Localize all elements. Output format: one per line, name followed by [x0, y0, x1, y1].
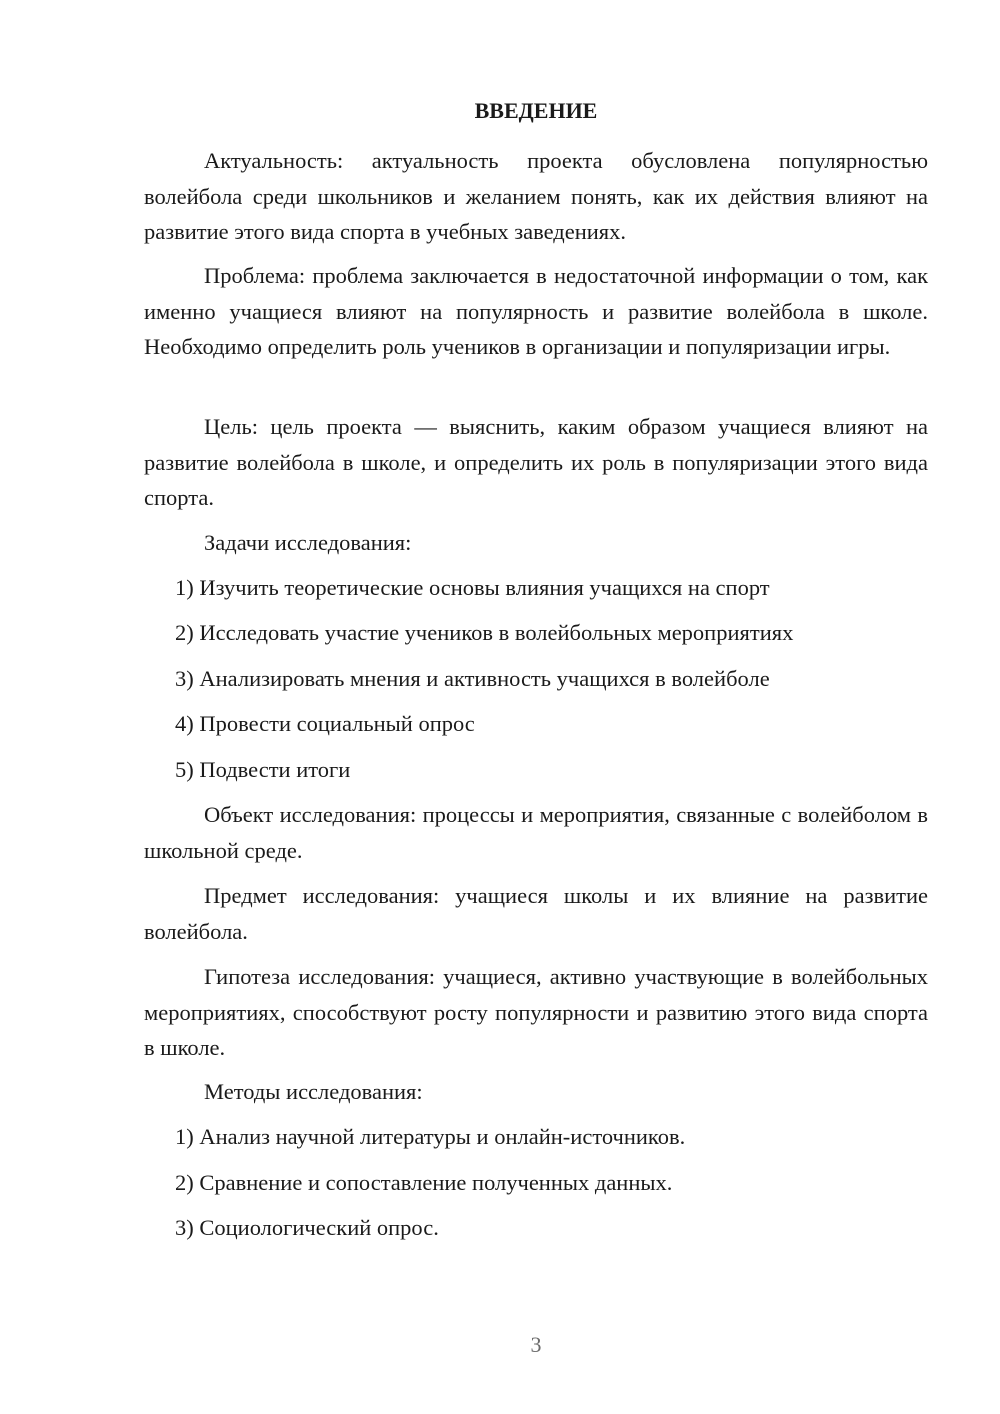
task-item-2: 2) Исследовать участие учеников в волейбольных мероприятиях — [175, 620, 794, 645]
task-item-4: 4) Провести социальный опрос — [175, 711, 475, 736]
method-item-3: 3) Социологический опрос. — [175, 1215, 439, 1240]
object-paragraph: Объект исследования: процессы и мероприятия, связанные с волейболом в школьной среде. — [144, 802, 928, 863]
page-number: 3 — [530, 1332, 542, 1357]
goal-paragraph: Цель: цель проекта — выяснить, каким образом учащиеся влияют на развитие волейбола в школе, и определить их роль в популяризации этого вида спорта. — [144, 414, 928, 510]
method-item-2: 2) Сравнение и сопоставление полученных данных. — [175, 1170, 673, 1195]
method-item-1: 1) Анализ научной литературы и онлайн-источников. — [175, 1124, 686, 1149]
relevance-paragraph: Актуальность: актуальность проекта обусловлена популярностью волейбола среди школьников и желанием понять, как их действия влияют на развитие этого вида спорта в учебных заведениях. — [144, 148, 928, 244]
subject-paragraph: Предмет исследования: учащиеся школы и их влияние на развитие волейбола. — [144, 883, 928, 944]
methods-title: Методы исследования: — [204, 1079, 423, 1104]
section-heading: ВВЕДЕНИЕ — [474, 98, 598, 123]
task-item-5: 5) Подвести итоги — [175, 757, 351, 782]
task-item-3: 3) Анализировать мнения и активность учащихся в волейболе — [175, 666, 770, 691]
hypothesis-paragraph: Гипотеза исследования: учащиеся, активно участвующие в волейбольных мероприятиях, способствуют росту популярности и развитию этого вида спорта в школе. — [144, 964, 928, 1060]
tasks-title: Задачи исследования: — [204, 530, 412, 555]
task-item-1: 1) Изучить теоретические основы влияния учащихся на спорт — [175, 575, 770, 600]
problem-paragraph: Проблема: проблема заключается в недостаточной информации о том, как именно учащиеся влияют на популярность и развитие волейбола в школе. Необходимо определить роль учеников в организации и популяризации игры. — [144, 263, 928, 359]
